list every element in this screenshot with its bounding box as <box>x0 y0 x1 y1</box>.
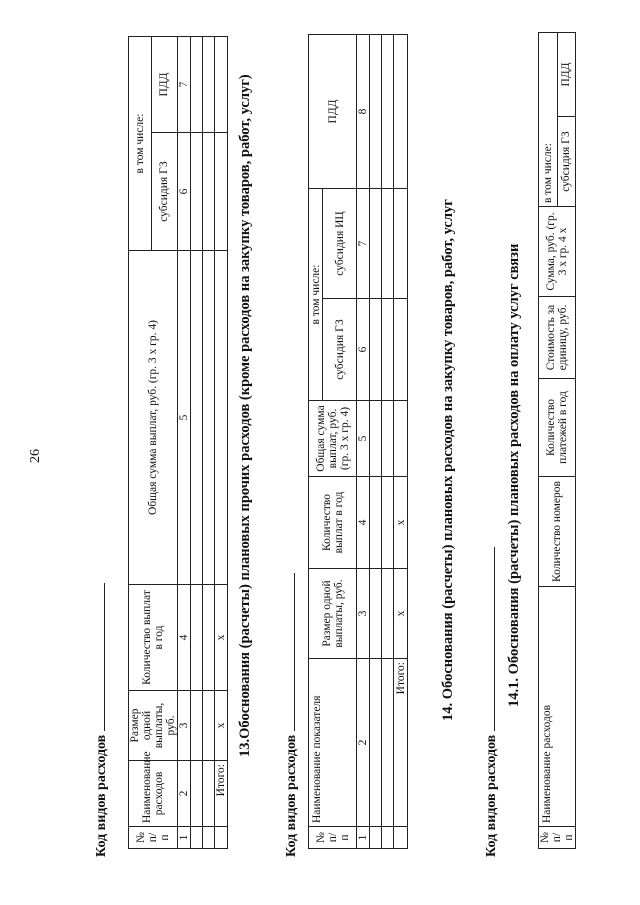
s141-header-subsidy: субсидия ГЗ <box>557 117 576 207</box>
s1-total-label: Итого: <box>215 761 228 827</box>
s13-header-incl: в том числе: <box>309 188 323 400</box>
page-number: 26 <box>28 449 43 463</box>
s1-header-pdd: ПДД <box>151 36 177 132</box>
s13-colnum: 1 <box>357 827 370 849</box>
s1-colnum: 2 <box>178 761 191 827</box>
s1-header-name: Наименование расходов <box>129 761 178 827</box>
s1-header-total: Общая сумма выплат, руб. (гр. 3 х гр. 4) <box>129 251 178 585</box>
s13-empty-row <box>370 34 382 848</box>
s13-header-name: Наименование показателя <box>309 659 357 827</box>
s141-header-payments: Количество платежей в год <box>539 379 576 477</box>
section13-code-label: Код видов расходов <box>284 734 299 857</box>
s1-colnum: 1 <box>178 827 191 849</box>
section141-title: 14.1. Обоснования (расчеты) плановых расходов на оплату услуг связи <box>506 243 522 707</box>
s141-header-name: Наименование расходов <box>539 587 576 827</box>
section1-code-line <box>92 583 110 857</box>
section13-title: 13.Обоснования (расчеты) плановых прочих расходов (кроме расходов на закупку товаров, работ, услуг) <box>237 74 253 757</box>
s13-total-mark: х <box>394 477 408 569</box>
s13-colnum: 2 <box>357 659 370 827</box>
s1-colnum: 7 <box>178 36 191 132</box>
s13-header-pdd: ПДД <box>309 34 357 188</box>
s13-header-qty: Количество выплат в год <box>309 477 357 569</box>
s1-header-incl: в том числе: <box>129 36 152 250</box>
section1-code-label: Код видов расходов <box>94 734 109 857</box>
s13-colnum: 4 <box>357 477 370 569</box>
s13-header-subsidy-ic: субсидия ИЦ <box>323 188 357 298</box>
section14-title: 14. Обоснования (расчеты) плановых расходов на закупку товаров, работ, услуг <box>440 199 456 721</box>
s13-colnum: 5 <box>357 401 370 477</box>
s13-colnum: 8 <box>357 34 370 188</box>
section13-table <box>308 34 408 849</box>
section13-code-line <box>282 573 300 857</box>
s1-total-row <box>215 36 228 848</box>
s1-colnum: 3 <box>178 691 191 761</box>
section14-code-line <box>482 547 500 857</box>
s1-header-size: Размер одной выплаты, руб. <box>129 691 178 761</box>
s141-header-numbers: Количество номеров <box>539 477 576 587</box>
s13-colnum: 6 <box>357 299 370 401</box>
s1-header-num: № п/п <box>129 827 178 849</box>
s13-colnum: 3 <box>357 569 370 659</box>
s141-header-num: № п/п <box>539 827 576 849</box>
s13-empty-row <box>382 34 394 848</box>
section14-code-underline <box>482 547 495 731</box>
s1-colnum: 4 <box>178 585 191 691</box>
s141-header-cost: Стоимость за единицу, руб. <box>539 297 576 379</box>
s13-total-label: Итого: <box>394 659 408 827</box>
section1-table <box>128 36 228 849</box>
s13-colnum: 7 <box>357 188 370 298</box>
s1-empty-row <box>203 36 215 848</box>
s141-header-incl: в том числе: <box>539 32 558 206</box>
s13-header-total: Общая сумма выплат, руб. (гр. 3 х гр. 4) <box>309 401 357 477</box>
s1-colnum: 6 <box>178 133 191 251</box>
s1-header-subsidy: субсидия ГЗ <box>151 133 177 251</box>
s13-header-subsidy-gz: субсидия ГЗ <box>323 299 357 401</box>
s13-header-size: Размер одной выплаты, руб. <box>309 569 357 659</box>
s1-header-qty: Количество выплат в год <box>129 585 178 691</box>
s13-total-mark: х <box>394 569 408 659</box>
section13-code-underline <box>282 573 295 731</box>
s13-total-row <box>394 34 408 848</box>
section14-code-label: Код видов расходов <box>484 734 499 857</box>
s1-total-mark: х <box>215 585 228 691</box>
s13-header-num: № п/п <box>309 827 357 849</box>
s1-empty-row <box>191 36 203 848</box>
s141-header-sum: Сумма, руб. (гр. 3 х гр. 4 х <box>539 207 576 297</box>
section141-table <box>538 32 576 849</box>
s141-header-pdd: ПДД <box>557 32 576 116</box>
section1-code-underline <box>92 583 105 731</box>
s1-colnum: 5 <box>178 251 191 585</box>
s1-total-mark: х <box>215 691 228 761</box>
